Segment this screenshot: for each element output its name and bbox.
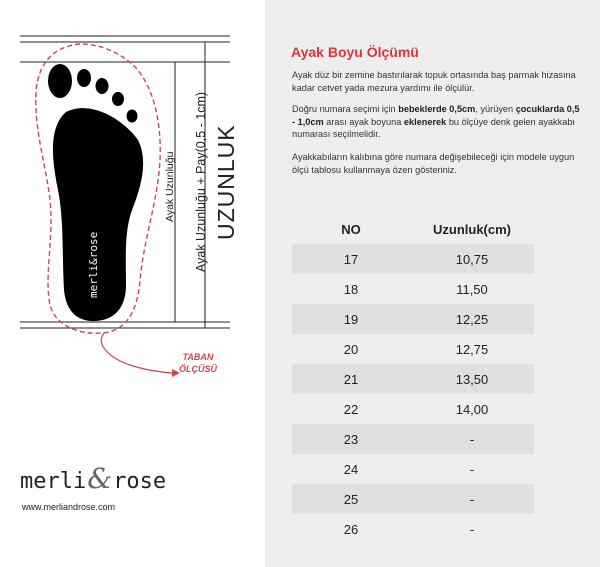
toe-4 <box>112 92 124 106</box>
column-header-length: Uzunluk(cm) <box>433 221 511 237</box>
website-link[interactable]: www.merliandrose.com <box>22 502 116 512</box>
toe-3 <box>96 78 109 94</box>
size-number: 22 <box>343 401 359 417</box>
table-row <box>292 394 534 424</box>
table-row <box>292 484 534 514</box>
length-value: 14,00 <box>455 401 489 417</box>
column-header-no: NO <box>341 221 361 237</box>
size-number: 19 <box>343 311 359 327</box>
toe-2 <box>77 69 91 87</box>
instruction-paragraph-3: Ayakkabıların kalıbına göre numara değişebileceği için modele uygun ölçü tablosu kullanmaya özen gösteriniz. <box>292 152 575 175</box>
toe-big <box>48 64 72 98</box>
foot-length-label: Ayak Uzunluğu <box>164 151 176 222</box>
p2-text-g: bu ölçüye denk gelen ayakkabı numarası seçilmelidir. <box>292 116 575 139</box>
length-value: 13,50 <box>455 371 489 387</box>
table-row <box>292 304 534 334</box>
sole-measure-line2: ÖLÇÜSÜ <box>179 364 217 374</box>
length-value: 12,75 <box>455 341 489 357</box>
size-number: 20 <box>343 341 359 357</box>
instruction-paragraph-1: Ayak düz bir zemine bastırılarak topuk ortasında baş parmak hizasına kadar cetvet yada mezura yardımı ile ölçülür. <box>292 70 576 93</box>
size-number: 18 <box>343 281 359 297</box>
table-row <box>292 364 534 394</box>
length-value: - <box>469 491 475 507</box>
size-number: 21 <box>343 371 359 387</box>
size-number: 25 <box>343 491 359 507</box>
length-value: 10,75 <box>455 251 489 267</box>
toe-5 <box>127 110 138 123</box>
page-title: Ayak Boyu Ölçümü <box>291 44 419 60</box>
table-row <box>292 334 534 364</box>
instruction-paragraph-2 <box>292 103 582 141</box>
size-number: 24 <box>343 461 359 477</box>
table-row <box>292 244 534 274</box>
length-value: 12,25 <box>455 311 489 327</box>
p2-bold-b: bebeklerde 0,5cm <box>398 104 476 114</box>
sole-measure-label <box>179 351 217 375</box>
logo-ampersand: & <box>87 462 113 495</box>
table-row <box>292 514 534 544</box>
p2-bold-f: eklenerek <box>403 116 447 127</box>
length-value: - <box>469 431 475 447</box>
logo-part1: merli <box>20 469 87 494</box>
p2-text-c: , yürüyen <box>475 104 516 114</box>
size-number: 26 <box>343 521 359 537</box>
length-value: - <box>469 521 475 537</box>
length-value: - <box>469 461 475 477</box>
p2-bold-d: çocuklarda 0,5 - 1,0cm <box>292 104 580 127</box>
size-number: 23 <box>343 431 359 447</box>
length-plus-allowance-label: Ayak Uzunluğu + Pay(0,5 - 1cm) <box>194 91 208 272</box>
table-row <box>292 424 534 454</box>
size-number: 17 <box>343 251 359 267</box>
length-value: 11,50 <box>456 281 488 297</box>
sole-measure-line1: TABAN <box>182 352 214 362</box>
brand-logo <box>20 462 166 495</box>
p2-text-e: arası ayak boyuna <box>323 116 404 127</box>
table-row <box>292 454 534 484</box>
pointer-curve <box>101 333 172 373</box>
logo-part2: rose <box>113 469 167 494</box>
table-header <box>292 214 534 244</box>
sole-brand-text: merli&rose <box>87 231 100 298</box>
length-heading: UZUNLUK <box>213 124 239 240</box>
p2-text-a: Doğru numara seçimi için <box>292 104 399 114</box>
table-row <box>292 274 534 304</box>
size-table <box>292 214 534 544</box>
